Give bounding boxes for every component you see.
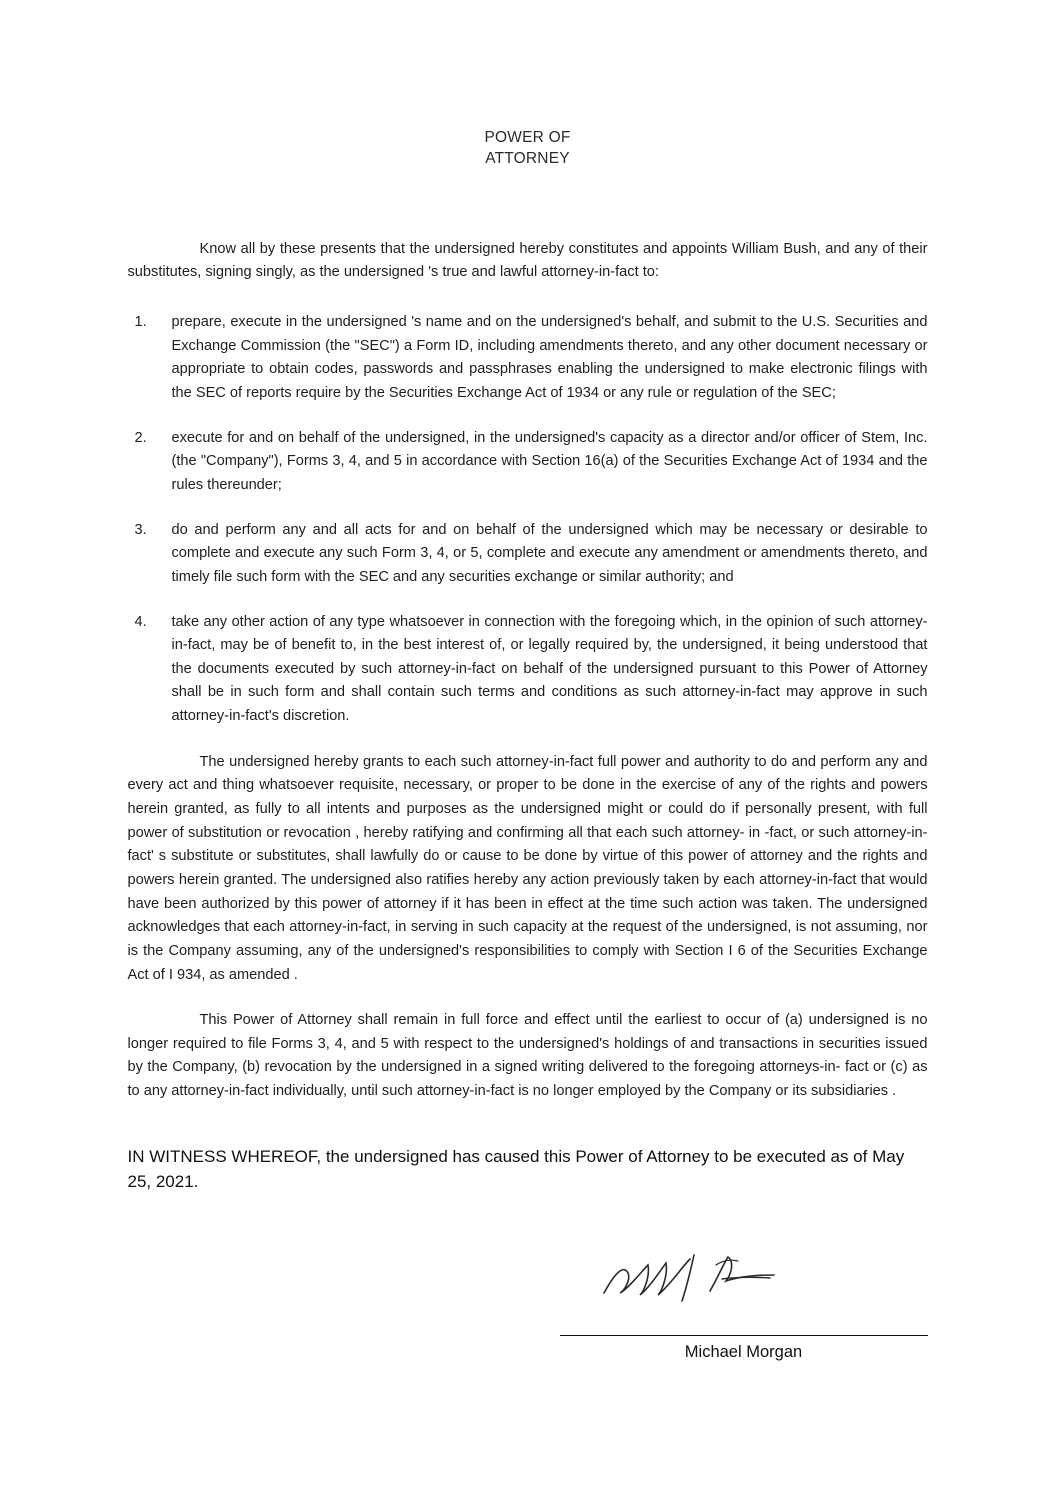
- signature-line: [560, 1335, 928, 1336]
- clause-number: 3.: [134, 521, 147, 538]
- signature-name: Michael Morgan: [684, 1342, 803, 1361]
- title-line-2: ATTORNEY: [485, 149, 570, 167]
- signature-icon: [598, 1247, 818, 1317]
- clause-text: do and perform any and all acts for and on behalf of the undersigned which may be necessary or desirable to complete and execute any such Form 3, 4, or 5, complete and execute any amendment or amendments thereto, and timely file such form with the SEC and any securities exchange or similar authority; and: [171, 521, 928, 585]
- clause-text: execute for and on behalf of the undersigned, in the undersigned's capacity as a director and/or officer of Stem, Inc. (the "Company"), Forms 3, 4, and 5 in accordance with Section 16(a) of the Securities Exchange Act of 1934 and the rules thereunder;: [171, 429, 928, 493]
- signature-block: [128, 1195, 928, 1385]
- list-item: [128, 519, 928, 590]
- grant-paragraph: The undersigned hereby grants to each such attorney-in-fact full power and authority to do and perform any and every act and thing whatsoever requisite, necessary, or proper to be done in the exercise of any of the rights and powers herein granted, as fully to all intents and purposes as the undersigned might or could do if personally present, with full power of substitution or revocation , hereby ratifying and confirming all that each such attorney- in -fact, or such attorney-in-fact' s substitute or substitutes, shall lawfully do or cause to be done by virtue of this power of attorney and the rights and powers herein granted. The undersigned also ratifies hereby any action previously taken by each attorney-in-fact that would have been authorized by this power of attorney if it has been in effect at the time such action was taken. The undersigned acknowledges that each attorney-in-fact, in serving in such capacity at the request of the undersigned, is not assuming, nor is the Company assuming, any of the undersigned's responsibilities to comply with Section I 6 of the Securities Exchange Act of I 934, as amended .: [127, 753, 928, 983]
- clause-number: 1.: [134, 314, 147, 331]
- title-line-1: POWER OF: [484, 129, 571, 146]
- duration-paragraph: This Power of Attorney shall remain in full force and effect until the earliest to occur of (a) undersigned is no longer required to file Forms 3, 4, and 5 with respect to the undersigned's holdings of and transactions in securities issued by the Company, (b) revocation by the undersigned in a signed writing delivered to the foregoing attorneys-in- fact or (c) as to any attorney-in-fact individually, until such attorney-in-fact is no longer employed by the Company or its subsidiaries .: [127, 1012, 928, 1100]
- document-body: [128, 238, 928, 1104]
- document-page: [0, 128, 1055, 1493]
- list-item: [128, 311, 928, 406]
- clause-number: 4.: [134, 613, 147, 630]
- clause-number: 2.: [134, 429, 147, 446]
- witness-statement: IN WITNESS WHEREOF, the undersigned has caused this Power of Attorney to be executed as of May 25, 2021.: [127, 1146, 905, 1192]
- list-item: [128, 427, 928, 498]
- clause-text: prepare, execute in the undersigned 's name and on the undersigned's behalf, and submit to the U.S. Securities and Exchange Commission (the "SEC") a Form ID, including amendments thereto, and any other document necessary or appropriate to obtain codes, passwords and passphrases enabling the undersigned to make electronic filings with the SEC of reports require by the Securities Exchange Act of 1934 or any rule or regulation of the SEC;: [171, 314, 928, 402]
- page-title: [0, 128, 1055, 170]
- intro-paragraph: Know all by these presents that the undersigned hereby constitutes and appoints William Bush, and any of their substitutes, signing singly, as the undersigned 's true and lawful attorney-in-fact to:: [127, 240, 928, 281]
- clause-text: take any other action of any type whatsoever in connection with the foregoing which, in the opinion of such attorney-in-fact, may be of benefit to, in the best interest of, or legally required by, the undersigned, it being understood that the documents executed by such attorney-in-fact on behalf of the undersigned pursuant to this Power of Attorney shall be in such form and shall contain such terms and conditions as such attorney-in-fact may approve in such attorney-in-fact's discretion.: [171, 613, 928, 725]
- list-item: [128, 611, 928, 729]
- clause-list: [128, 311, 928, 729]
